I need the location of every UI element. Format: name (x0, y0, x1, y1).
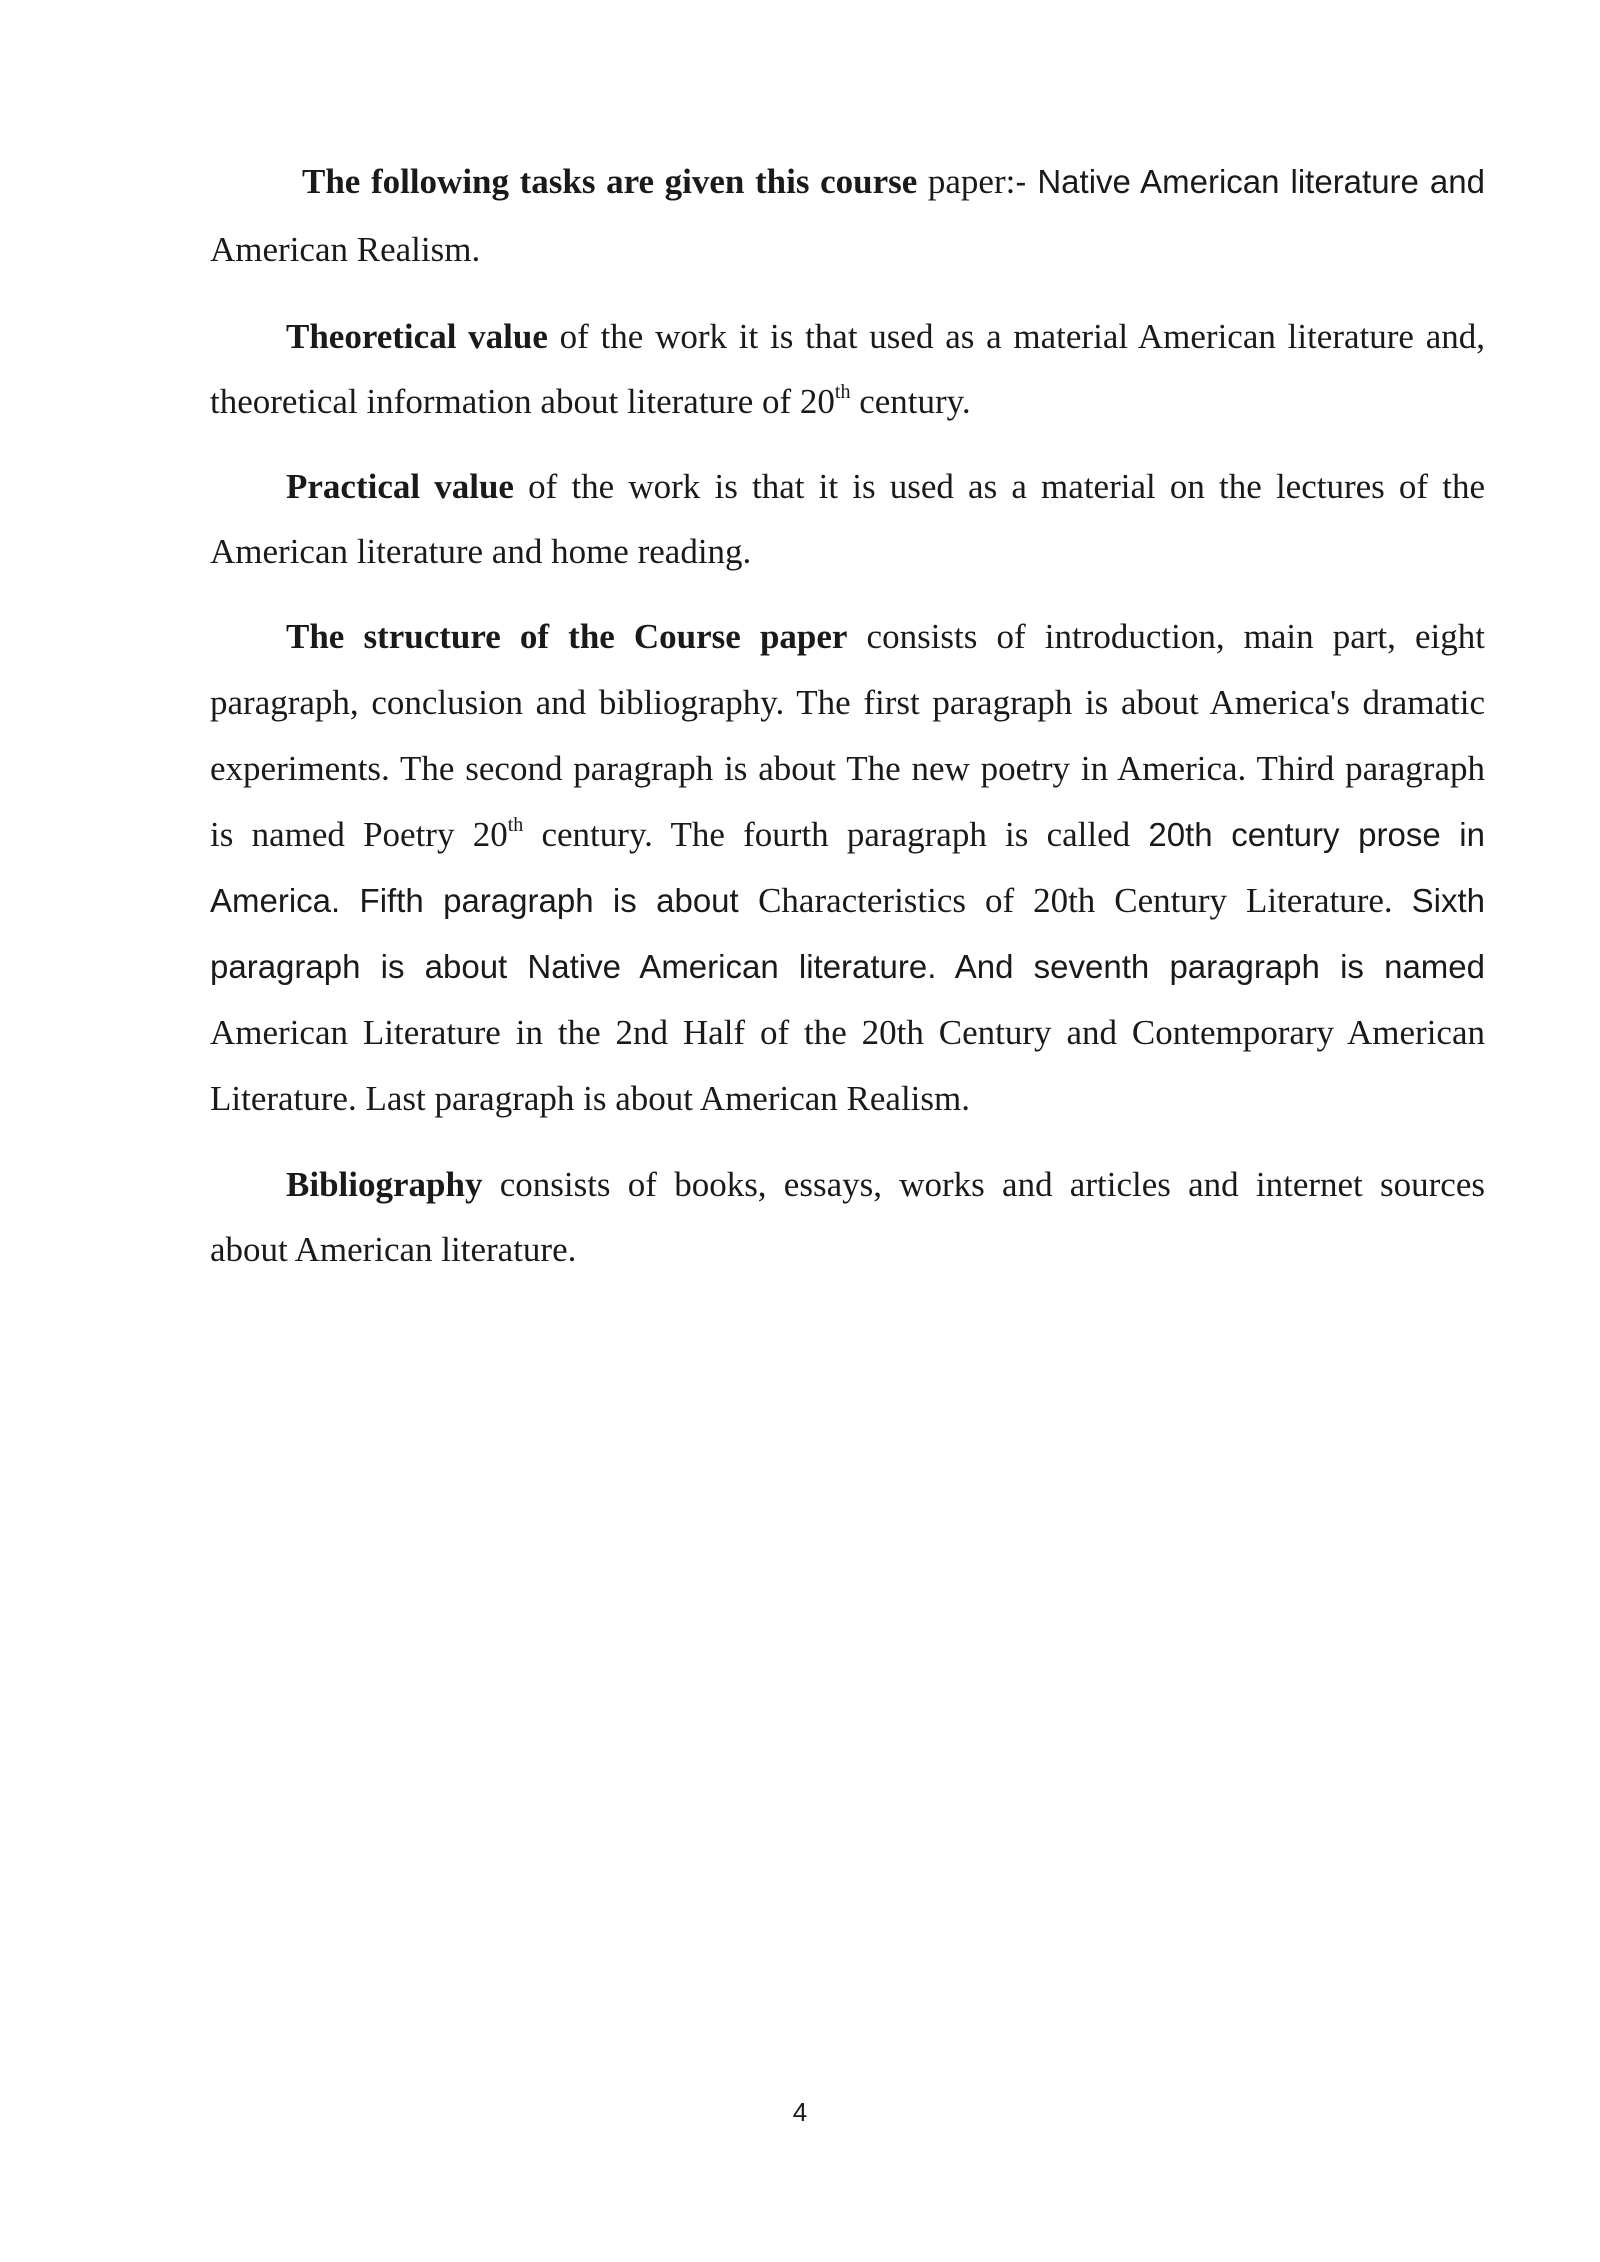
structure-text-2: century. The fourth paragraph is called (523, 815, 1149, 854)
structure-text-5: Sixth paragraph is about Native American literature. And seventh paragraph is named (210, 882, 1485, 985)
tasks-text-3: American Realism. (210, 230, 481, 269)
bibliography-text: consists of books, essays, works and articles and internet sources about American literature. (210, 1165, 1485, 1269)
tasks-text-2: - Native American literature and (1015, 163, 1485, 200)
tasks-text-1: paper: (917, 162, 1016, 201)
theoretical-value-heading: Theoretical value (286, 317, 548, 356)
structure-text-3: 20th century prose in America. Fifth paragraph is about (210, 816, 1485, 919)
practical-value-text: of the work is that it is used as a material on the lectures of the American literature and home reading. (210, 467, 1486, 571)
bibliography-paragraph (210, 1152, 1485, 1282)
tasks-paragraph (210, 148, 1485, 284)
structure-text-1: consists of introduction, main part, eight paragraph, conclusion and bibliography. The first paragraph is about America's dramatic experiments. The second paragraph is about The new poetry in America. Third paragraph is named Poetry 20 (210, 617, 1485, 854)
theoretical-value-text-end: century. (850, 382, 971, 421)
theoretical-value-paragraph (210, 304, 1485, 434)
structure-text-4: Characteristics of 20th Century Literature. (758, 881, 1412, 920)
structure-heading: The structure of the Course paper (286, 617, 848, 656)
theoretical-value-superscript: th (834, 381, 851, 403)
bibliography-heading: Bibliography (286, 1165, 483, 1204)
structure-text-6: American Literature in the 2nd Half of the 20th Century and Contemporary American Literature. Last paragraph is about American Realism. (210, 1013, 1485, 1118)
structure-paragraph (210, 604, 1485, 1132)
theoretical-value-text: of the work it is that used as a material American literature and, theoretical information about literature of 20 (210, 317, 1485, 421)
tasks-heading: The following tasks are given this course (302, 162, 918, 201)
practical-value-heading: Practical value (286, 467, 514, 506)
structure-superscript: th (507, 814, 524, 836)
page-number: 4 (792, 2097, 808, 2127)
page-body (210, 148, 1485, 1302)
practical-value-paragraph (210, 454, 1485, 584)
